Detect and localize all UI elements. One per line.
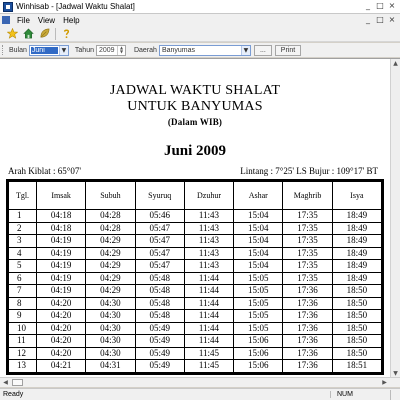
table-cell: 17:35 [283, 222, 332, 235]
table-cell: 11:43 [184, 210, 233, 223]
table-cell: 04:30 [86, 335, 135, 348]
table-cell: 15:05 [234, 322, 283, 335]
table-cell: 12 [9, 347, 37, 360]
home-icon[interactable] [22, 27, 35, 40]
table-cell: 18:49 [332, 235, 381, 248]
table-cell: 11:44 [184, 322, 233, 335]
table-cell: 1 [9, 210, 37, 223]
table-cell: 17:35 [283, 247, 332, 260]
star-icon[interactable] [6, 27, 19, 40]
table-cell: 11:45 [184, 360, 233, 373]
arah-kiblat: Arah Kiblat : 65°07' [8, 166, 81, 176]
status-bar [0, 388, 400, 400]
menu-file[interactable]: File [17, 15, 30, 25]
table-cell: 04:20 [37, 335, 86, 348]
table-cell: 05:49 [135, 335, 184, 348]
schedule-body [9, 210, 382, 373]
table-cell: 17:35 [283, 210, 332, 223]
menu-view[interactable]: View [37, 15, 56, 25]
table-cell: 11 [9, 335, 37, 348]
report-title: JADWAL WAKTU SHALAT [109, 83, 281, 98]
table-row [9, 235, 382, 248]
table-cell: 15:06 [234, 335, 283, 348]
table-cell: 05:47 [135, 260, 184, 273]
table-cell: 5 [9, 260, 37, 273]
table-cell: 15:06 [234, 347, 283, 360]
more-button[interactable]: ... [254, 45, 272, 56]
scroll-thumb[interactable] [12, 379, 23, 386]
table-cell: 17:36 [283, 335, 332, 348]
table-cell: 11:43 [184, 260, 233, 273]
table-cell: 15:05 [234, 272, 283, 285]
status-num: NUM [330, 391, 390, 398]
table-row [9, 222, 382, 235]
resize-grip[interactable] [390, 390, 400, 400]
table-cell: 17:36 [283, 285, 332, 298]
table-cell: 15:04 [234, 260, 283, 273]
bulan-label: Bulan [9, 46, 27, 54]
table-cell: 18:50 [332, 310, 381, 323]
table-cell: 05:48 [135, 310, 184, 323]
scroll-down-icon[interactable]: ▼ [393, 370, 398, 377]
table-row [9, 347, 382, 360]
table-cell: 9 [9, 310, 37, 323]
table-cell: 04:20 [37, 347, 86, 360]
table-cell: 04:30 [86, 297, 135, 310]
header-maghrib: Maghrib [283, 182, 332, 210]
header-dzuhur: Dzuhur [184, 182, 233, 210]
table-cell: 04:20 [37, 310, 86, 323]
header-syuruq: Syuruq [135, 182, 184, 210]
maximize-button[interactable]: □ [376, 1, 384, 10]
table-cell: 15:04 [234, 222, 283, 235]
table-cell: 15:05 [234, 310, 283, 323]
table-cell: 05:49 [135, 347, 184, 360]
table-cell: 17:36 [283, 347, 332, 360]
status-text: Ready [3, 391, 24, 398]
table-cell: 04:29 [86, 235, 135, 248]
table-cell: 18:49 [332, 222, 381, 235]
table-cell: 04:19 [37, 272, 86, 285]
table-cell: 05:47 [135, 235, 184, 248]
table-cell: 18:49 [332, 260, 381, 273]
table-cell: 05:48 [135, 297, 184, 310]
horizontal-scrollbar[interactable] [0, 377, 400, 387]
table-cell: 15:04 [234, 210, 283, 223]
window-controls [362, 1, 398, 12]
table-cell: 04:30 [86, 347, 135, 360]
bulan-select[interactable] [29, 45, 69, 56]
table-row [9, 272, 382, 285]
spin-up-icon[interactable]: ▲ [119, 44, 124, 50]
table-row [9, 247, 382, 260]
table-cell: 18:50 [332, 322, 381, 335]
filter-bar [0, 43, 400, 57]
table-cell: 18:51 [332, 360, 381, 373]
table-cell: 11:43 [184, 247, 233, 260]
table-cell: 18:50 [332, 347, 381, 360]
doc-close-button[interactable]: × [388, 15, 396, 24]
table-cell: 04:20 [37, 297, 86, 310]
table-cell: 2 [9, 222, 37, 235]
table-cell: 04:30 [86, 322, 135, 335]
tahun-label: Tahun [74, 46, 94, 54]
header-subuh: Subuh [86, 182, 135, 210]
table-cell: 17:36 [283, 322, 332, 335]
bulan-value: Juni [31, 47, 58, 54]
icon-toolbar [0, 26, 400, 42]
table-cell: 11:44 [184, 285, 233, 298]
table-row [9, 360, 382, 373]
table-cell: 17:35 [283, 260, 332, 273]
doc-restore-button[interactable]: □ [376, 15, 384, 24]
table-cell: 05:46 [135, 210, 184, 223]
menu-help[interactable]: Help [63, 15, 80, 25]
daerah-value: Banyumas [161, 46, 196, 54]
table-cell: 18:50 [332, 335, 381, 348]
spinner-buttons [117, 46, 125, 55]
table-row [9, 322, 382, 335]
scroll-up-icon[interactable]: ▲ [393, 60, 398, 67]
table-cell: 8 [9, 297, 37, 310]
tahun-spinner[interactable] [96, 45, 126, 56]
vertical-scrollbar[interactable] [390, 59, 400, 377]
table-cell: 11:44 [184, 310, 233, 323]
app-icon [3, 2, 13, 12]
table-cell: 11:44 [184, 297, 233, 310]
coordinates: Lintang : 7°25' LS Bujur : 109°17' BT [240, 166, 378, 176]
table-cell: 04:20 [37, 322, 86, 335]
table-row [9, 285, 382, 298]
table-cell: 04:19 [37, 247, 86, 260]
report-viewer [0, 58, 400, 377]
table-cell: 15:04 [234, 247, 283, 260]
spin-down-icon[interactable]: ▼ [119, 49, 124, 54]
table-cell: 18:49 [332, 210, 381, 223]
table-row [9, 260, 382, 273]
table-cell: 04:18 [37, 222, 86, 235]
toolbar-grip[interactable] [2, 45, 5, 55]
table-header-row [9, 182, 382, 210]
header-imsak: Imsak [37, 182, 86, 210]
table-cell: 04:28 [86, 210, 135, 223]
scroll-left-icon[interactable]: ◀ [3, 379, 8, 386]
table-cell: 15:06 [234, 360, 283, 373]
table-cell: 4 [9, 247, 37, 260]
table-cell: 15:05 [234, 297, 283, 310]
table-cell: 04:18 [37, 210, 86, 223]
schedule-table [6, 179, 384, 375]
close-button[interactable]: × [388, 1, 396, 10]
tahun-value: 2009 [98, 46, 115, 54]
leaf-icon[interactable] [38, 27, 51, 40]
table-cell: 05:49 [135, 322, 184, 335]
report-month: Juni 2009 [163, 143, 227, 159]
question-icon[interactable] [60, 27, 73, 40]
table-cell: 04:19 [37, 285, 86, 298]
chevron-down-icon[interactable]: ▼ [59, 46, 68, 55]
table-cell: 04:30 [86, 310, 135, 323]
report-subtitle: UNTUK BANYUMAS [127, 99, 263, 114]
toolbar-separator [55, 28, 56, 40]
table-cell: 04:21 [37, 360, 86, 373]
table-cell: 17:36 [283, 297, 332, 310]
table-cell: 13 [9, 360, 37, 373]
header-tgl: Tgl. [9, 182, 37, 210]
table-cell: 05:47 [135, 222, 184, 235]
menu-bar [0, 14, 400, 26]
table-cell: 04:28 [86, 222, 135, 235]
window-title: Winhisab - [Jadwal Waktu Shalat] [16, 2, 135, 11]
print-button[interactable]: Print [275, 45, 301, 56]
table-cell: 04:19 [37, 235, 86, 248]
table-row [9, 297, 382, 310]
table-cell: 11:44 [184, 335, 233, 348]
header-isya: Isya [332, 182, 381, 210]
table-cell: 18:49 [332, 247, 381, 260]
daerah-label: Daerah [133, 46, 157, 54]
table-cell: 15:05 [234, 285, 283, 298]
table-cell: 04:29 [86, 260, 135, 273]
document-icon[interactable] [2, 16, 10, 24]
table-row [9, 210, 382, 223]
table-cell: 7 [9, 285, 37, 298]
table-cell: 3 [9, 235, 37, 248]
table-cell: 17:35 [283, 272, 332, 285]
doc-minimize-button[interactable]: _ [366, 15, 370, 24]
table-cell: 17:36 [283, 360, 332, 373]
table-row [9, 310, 382, 323]
table-cell: 11:43 [184, 235, 233, 248]
table-cell: 04:19 [37, 260, 86, 273]
document-controls [362, 15, 398, 24]
table-cell: 04:29 [86, 272, 135, 285]
table-cell: 04:31 [86, 360, 135, 373]
table-cell: 05:47 [135, 247, 184, 260]
table-cell: 18:50 [332, 285, 381, 298]
table-cell: 05:48 [135, 285, 184, 298]
table-row [9, 335, 382, 348]
table-cell: 04:29 [86, 285, 135, 298]
minimize-button[interactable]: _ [366, 1, 370, 10]
title-bar [0, 0, 400, 14]
table-cell: 10 [9, 322, 37, 335]
report-timezone: (Dalam WIB) [167, 117, 223, 127]
table-cell: 05:48 [135, 272, 184, 285]
table-cell: 17:35 [283, 235, 332, 248]
header-ashar: Ashar [234, 182, 283, 210]
table-cell: 17:36 [283, 310, 332, 323]
table-cell: 11:45 [184, 347, 233, 360]
table-cell: 04:29 [86, 247, 135, 260]
table-cell: 18:50 [332, 297, 381, 310]
daerah-select[interactable] [159, 45, 251, 56]
table-cell: 15:04 [234, 235, 283, 248]
table-cell: 6 [9, 272, 37, 285]
scroll-right-icon[interactable]: ▶ [382, 379, 387, 386]
table-cell: 18:49 [332, 272, 381, 285]
chevron-down-icon[interactable]: ▼ [241, 46, 250, 55]
table-cell: 11:44 [184, 272, 233, 285]
table-cell: 05:49 [135, 360, 184, 373]
table-cell: 11:43 [184, 222, 233, 235]
